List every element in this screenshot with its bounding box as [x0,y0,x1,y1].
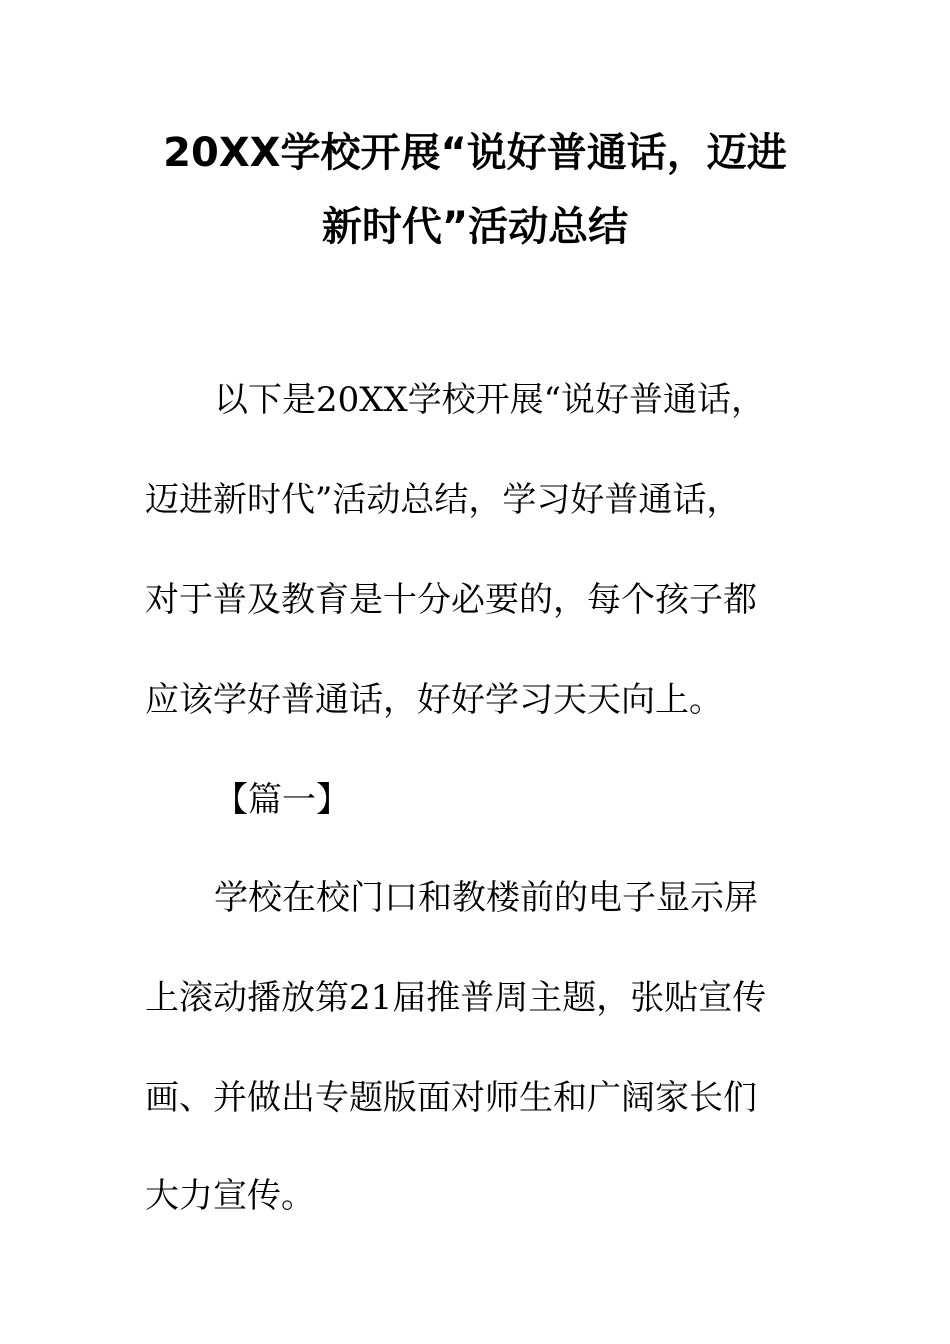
intro-line-1: 以下是20XX学校开展“说好普通话， [214,380,766,420]
section-heading: 【篇一】 [214,780,350,820]
section-line-2: 上滚动播放第21届推普周主题，张贴宣传 [145,978,767,1018]
intro-line-4: 应该学好普通话，好好学习天天向上。 [145,680,723,720]
section-line-1: 学校在校门口和教楼前的电子显示屏 [214,878,758,918]
section-line-4: 大力宣传。 [145,1176,315,1216]
intro-line-3: 对于普及教育是十分必要的，每个孩子都 [145,580,757,620]
document-title-line-2: 新时代”活动总结 [321,204,629,250]
document-title-line-1: 20XX学校开展“说好普通话，迈进 [163,130,787,176]
section-line-3: 画、并做出专题版面对师生和广阔家长们 [145,1078,757,1118]
intro-line-2: 迈进新时代”活动总结，学习好普通话， [145,480,741,520]
